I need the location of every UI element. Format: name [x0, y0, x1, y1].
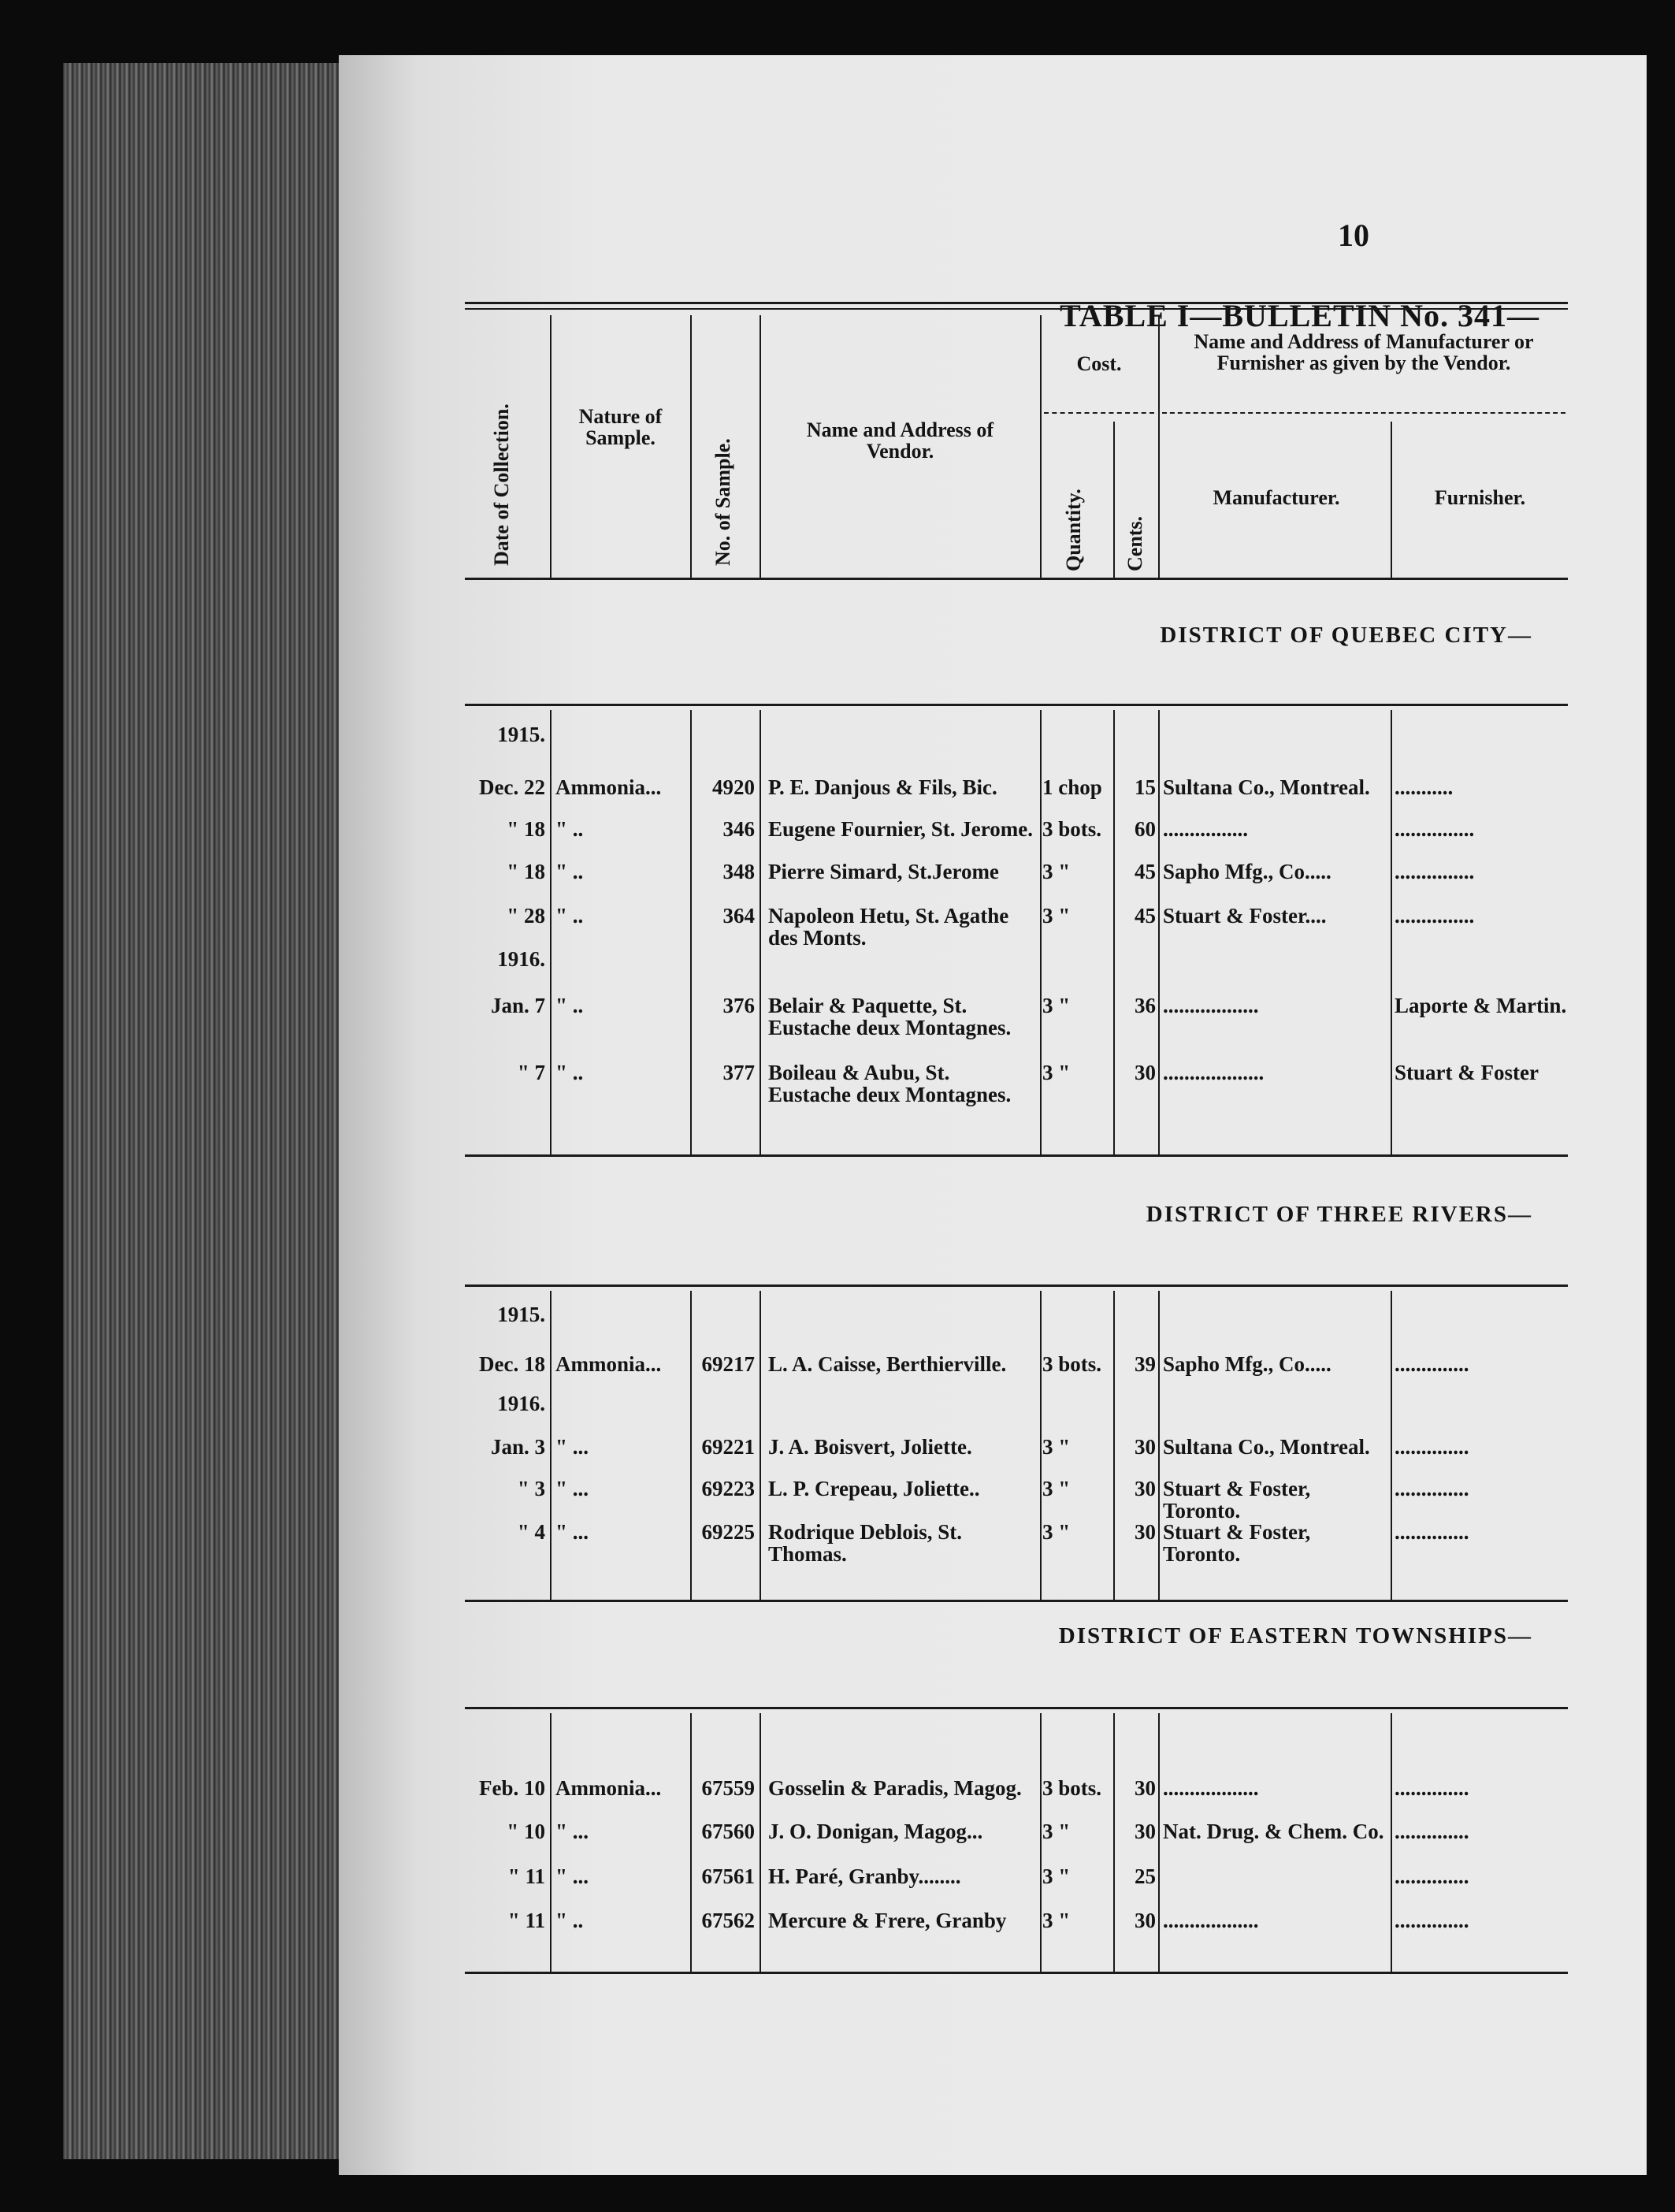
cell-qty: 3 " — [1042, 860, 1071, 883]
cell-qty: 3 " — [1042, 1864, 1071, 1888]
cell-furn: Stuart & Foster — [1395, 1061, 1539, 1084]
cell-cents: 45 — [1135, 904, 1156, 928]
header-vendor: Name and Address of Vendor. — [806, 418, 994, 463]
cell-cents: 30 — [1135, 1820, 1156, 1843]
cost-header-rule — [1044, 412, 1154, 414]
cell-qty: 3 " — [1042, 1477, 1071, 1500]
cell-cents: 36 — [1135, 994, 1156, 1017]
cell-qty: 3 bots. — [1042, 817, 1102, 841]
cell-nature: " ... — [555, 1820, 589, 1843]
cell-qty: 3 " — [1042, 1435, 1071, 1459]
cell-nature: " .. — [555, 1061, 584, 1084]
cell-mfr: Sapho Mfg., Co..... — [1163, 860, 1331, 883]
cell-no: 376 — [722, 994, 755, 1017]
cell-furn: .............. — [1395, 1435, 1469, 1459]
cell-qty: 3 " — [1042, 904, 1071, 928]
cell-no: 67560 — [701, 1820, 755, 1843]
header-nature: Nature of Sample. — [578, 405, 663, 450]
header-divider — [550, 315, 552, 578]
cell-nature: " .. — [555, 904, 584, 928]
cell-vendor: L. A. Caisse, Berthierville. — [768, 1352, 1007, 1376]
cell-nature: Ammonia... — [555, 775, 662, 799]
cell-no: 364 — [722, 904, 755, 928]
header-divider — [1113, 422, 1115, 578]
cell-date: Jan. 7 — [490, 994, 545, 1017]
mfr-header-rule — [1162, 412, 1565, 414]
cell-mfr: Stuart & Foster.... — [1163, 904, 1327, 928]
cell-cents: 39 — [1135, 1352, 1156, 1376]
column-divider — [760, 710, 761, 1154]
cell-furn: ........... — [1395, 775, 1454, 799]
cell-vendor: Boileau & Aubu, St. Eustache deux Montagnes. — [768, 1061, 1012, 1106]
cell-vendor: Rodrique Deblois, St. Thomas. — [768, 1520, 963, 1566]
cell-mfr: Sapho Mfg., Co..... — [1163, 1352, 1331, 1376]
cell-date: 1916. — [497, 947, 545, 971]
header-divider — [1391, 422, 1392, 578]
cell-vendor: Napoleon Hetu, St. Agathe des Monts. — [768, 904, 1009, 950]
section-top-rule — [465, 704, 1568, 706]
cell-date: " 3 — [517, 1477, 545, 1500]
header-divider — [1158, 315, 1160, 578]
column-divider — [1040, 1291, 1042, 1600]
cell-furn: ............... — [1395, 817, 1475, 841]
section-top-rule — [465, 1284, 1568, 1287]
cell-cents: 60 — [1135, 817, 1156, 841]
cell-date: " 18 — [507, 817, 545, 841]
cell-nature: " .. — [555, 860, 584, 883]
cell-no: 69225 — [701, 1520, 755, 1544]
header-quantity: Quantity. — [1062, 489, 1085, 571]
cell-vendor: Belair & Paquette, St. Eustache deux Montagnes. — [768, 994, 1012, 1039]
header-top-rule — [465, 302, 1568, 310]
section-bottom-rule — [465, 1600, 1568, 1602]
cell-vendor: L. P. Crepeau, Joliette.. — [768, 1477, 980, 1500]
column-divider — [690, 1713, 692, 1972]
cell-no: 67559 — [701, 1776, 755, 1800]
cell-date: " 18 — [507, 860, 545, 883]
header-manufacturer: Manufacturer. — [1213, 486, 1340, 509]
cell-nature: " ... — [555, 1520, 589, 1544]
cell-furn: Laporte & Martin. — [1395, 994, 1567, 1017]
header-manufacturer-group: Name and Address of Manufacturer or Furnisher as given by the Vendor. — [1194, 330, 1534, 375]
cell-cents: 30 — [1135, 1776, 1156, 1800]
cell-cents: 30 — [1135, 1909, 1156, 1932]
cell-cents: 30 — [1135, 1435, 1156, 1459]
cell-furn: .............. — [1395, 1864, 1469, 1888]
cell-cents: 15 — [1135, 775, 1156, 799]
cell-date: Dec. 18 — [479, 1352, 545, 1376]
column-divider — [1040, 710, 1042, 1154]
cell-no: 346 — [722, 817, 755, 841]
cell-cents: 30 — [1135, 1477, 1156, 1500]
header-divider — [1040, 315, 1042, 578]
cell-date: 1915. — [497, 723, 545, 746]
cell-date: Feb. 10 — [479, 1776, 545, 1800]
cell-qty: 3 " — [1042, 1061, 1071, 1084]
cell-qty: 3 " — [1042, 994, 1071, 1017]
cell-no: 348 — [722, 860, 755, 883]
table-title: TABLE I—BULLETIN No. 341— — [1060, 298, 1539, 333]
section-top-rule — [465, 1707, 1568, 1709]
cell-furn: .............. — [1395, 1477, 1469, 1500]
cell-cents: 30 — [1135, 1061, 1156, 1084]
cell-cents: 30 — [1135, 1520, 1156, 1544]
column-divider — [1113, 1713, 1115, 1972]
cell-nature: " ... — [555, 1477, 589, 1500]
district-title: DISTRICT OF THREE RIVERS— — [1146, 1202, 1532, 1227]
header-furnisher: Furnisher. — [1434, 486, 1526, 509]
cell-mfr: .................. — [1163, 1776, 1259, 1800]
cell-date: " 11 — [507, 1864, 545, 1888]
cell-no: 69223 — [701, 1477, 755, 1500]
cell-vendor: P. E. Danjous & Fils, Bic. — [768, 775, 997, 799]
cell-mfr: Sultana Co., Montreal. — [1163, 775, 1370, 799]
cell-furn: .............. — [1395, 1352, 1469, 1376]
section-bottom-rule — [465, 1972, 1568, 1974]
cell-mfr: ................ — [1163, 817, 1248, 841]
cell-vendor: J. O. Donigan, Magog... — [768, 1820, 983, 1843]
column-divider — [1158, 710, 1160, 1154]
cell-vendor: Mercure & Frere, Granby — [768, 1909, 1007, 1932]
cell-date: " 11 — [507, 1909, 545, 1932]
cell-nature: Ammonia... — [555, 1776, 662, 1800]
cell-no: 69221 — [701, 1435, 755, 1459]
cell-mfr: .................. — [1163, 1909, 1259, 1932]
cell-qty: 3 " — [1042, 1820, 1071, 1843]
cell-date: Jan. 3 — [490, 1435, 545, 1459]
cell-nature: " .. — [555, 1909, 584, 1932]
cell-furn: .............. — [1395, 1776, 1469, 1800]
cell-date: " 10 — [507, 1820, 545, 1843]
cell-no: 69217 — [701, 1352, 755, 1376]
cell-nature: Ammonia... — [555, 1352, 662, 1376]
cell-qty: 1 chop — [1042, 775, 1102, 799]
header-date: Date of Collection. — [490, 403, 513, 566]
column-divider — [760, 1291, 761, 1600]
column-divider — [1391, 1713, 1392, 1972]
cell-mfr: Sultana Co., Montreal. — [1163, 1435, 1370, 1459]
cell-mfr: Stuart & Foster, Toronto. — [1163, 1477, 1311, 1522]
cell-cents: 45 — [1135, 860, 1156, 883]
column-divider — [1391, 1291, 1392, 1600]
cell-furn: .............. — [1395, 1520, 1469, 1544]
header-sample-no: No. of Sample. — [711, 438, 734, 566]
header-divider — [760, 315, 761, 578]
book-page-edges — [63, 63, 355, 2159]
cell-no: 67562 — [701, 1909, 755, 1932]
district-title: DISTRICT OF EASTERN TOWNSHIPS— — [1058, 1623, 1532, 1649]
page-number: 10 — [1338, 217, 1369, 253]
column-divider — [1158, 1291, 1160, 1600]
cell-nature: " .. — [555, 994, 584, 1017]
cell-vendor: Eugene Fournier, St. Jerome. — [768, 817, 1033, 841]
column-divider — [550, 710, 552, 1154]
cell-furn: .............. — [1395, 1820, 1469, 1843]
cell-no: 4920 — [712, 775, 755, 799]
column-divider — [550, 1713, 552, 1972]
cell-mfr: ................... — [1163, 1061, 1265, 1084]
column-divider — [1391, 710, 1392, 1154]
cell-no: 67561 — [701, 1864, 755, 1888]
cell-vendor: J. A. Boisvert, Joliette. — [768, 1435, 972, 1459]
cell-mfr: Nat. Drug. & Chem. Co. — [1163, 1820, 1384, 1843]
cell-vendor: Pierre Simard, St.Jerome — [768, 860, 999, 883]
cell-mfr: .................. — [1163, 994, 1259, 1017]
column-divider — [1158, 1713, 1160, 1972]
column-divider — [1040, 1713, 1042, 1972]
cell-date: 1916. — [497, 1392, 545, 1415]
cell-date: " 28 — [507, 904, 545, 928]
cell-qty: 3 " — [1042, 1909, 1071, 1932]
cell-vendor: Gosselin & Paradis, Magog. — [768, 1776, 1022, 1800]
cell-furn: ............... — [1395, 904, 1475, 928]
cell-qty: 3 bots. — [1042, 1352, 1102, 1376]
document-page — [339, 55, 1647, 2175]
section-bottom-rule — [465, 1154, 1568, 1157]
column-divider — [760, 1713, 761, 1972]
cell-no: 377 — [722, 1061, 755, 1084]
header-bottom-rule — [465, 578, 1568, 580]
cell-date: Dec. 22 — [479, 775, 545, 799]
cell-nature: " ... — [555, 1435, 589, 1459]
column-divider — [550, 1291, 552, 1600]
cell-mfr: Stuart & Foster, Toronto. — [1163, 1520, 1311, 1566]
cell-qty: 3 " — [1042, 1520, 1071, 1544]
cell-nature: " .. — [555, 817, 584, 841]
cell-date: 1915. — [497, 1303, 545, 1326]
cell-date: " 7 — [517, 1061, 545, 1084]
cell-nature: " ... — [555, 1864, 589, 1888]
cell-date: " 4 — [517, 1520, 545, 1544]
cell-vendor: H. Paré, Granby........ — [768, 1864, 961, 1888]
district-title: DISTRICT OF QUEBEC CITY— — [1160, 623, 1532, 648]
header-cost: Cost. — [1076, 352, 1122, 375]
cell-furn: .............. — [1395, 1909, 1469, 1932]
cell-cents: 25 — [1135, 1864, 1156, 1888]
header-divider — [690, 315, 692, 578]
cell-furn: ............... — [1395, 860, 1475, 883]
cell-qty: 3 bots. — [1042, 1776, 1102, 1800]
header-cents: Cents. — [1123, 515, 1146, 571]
